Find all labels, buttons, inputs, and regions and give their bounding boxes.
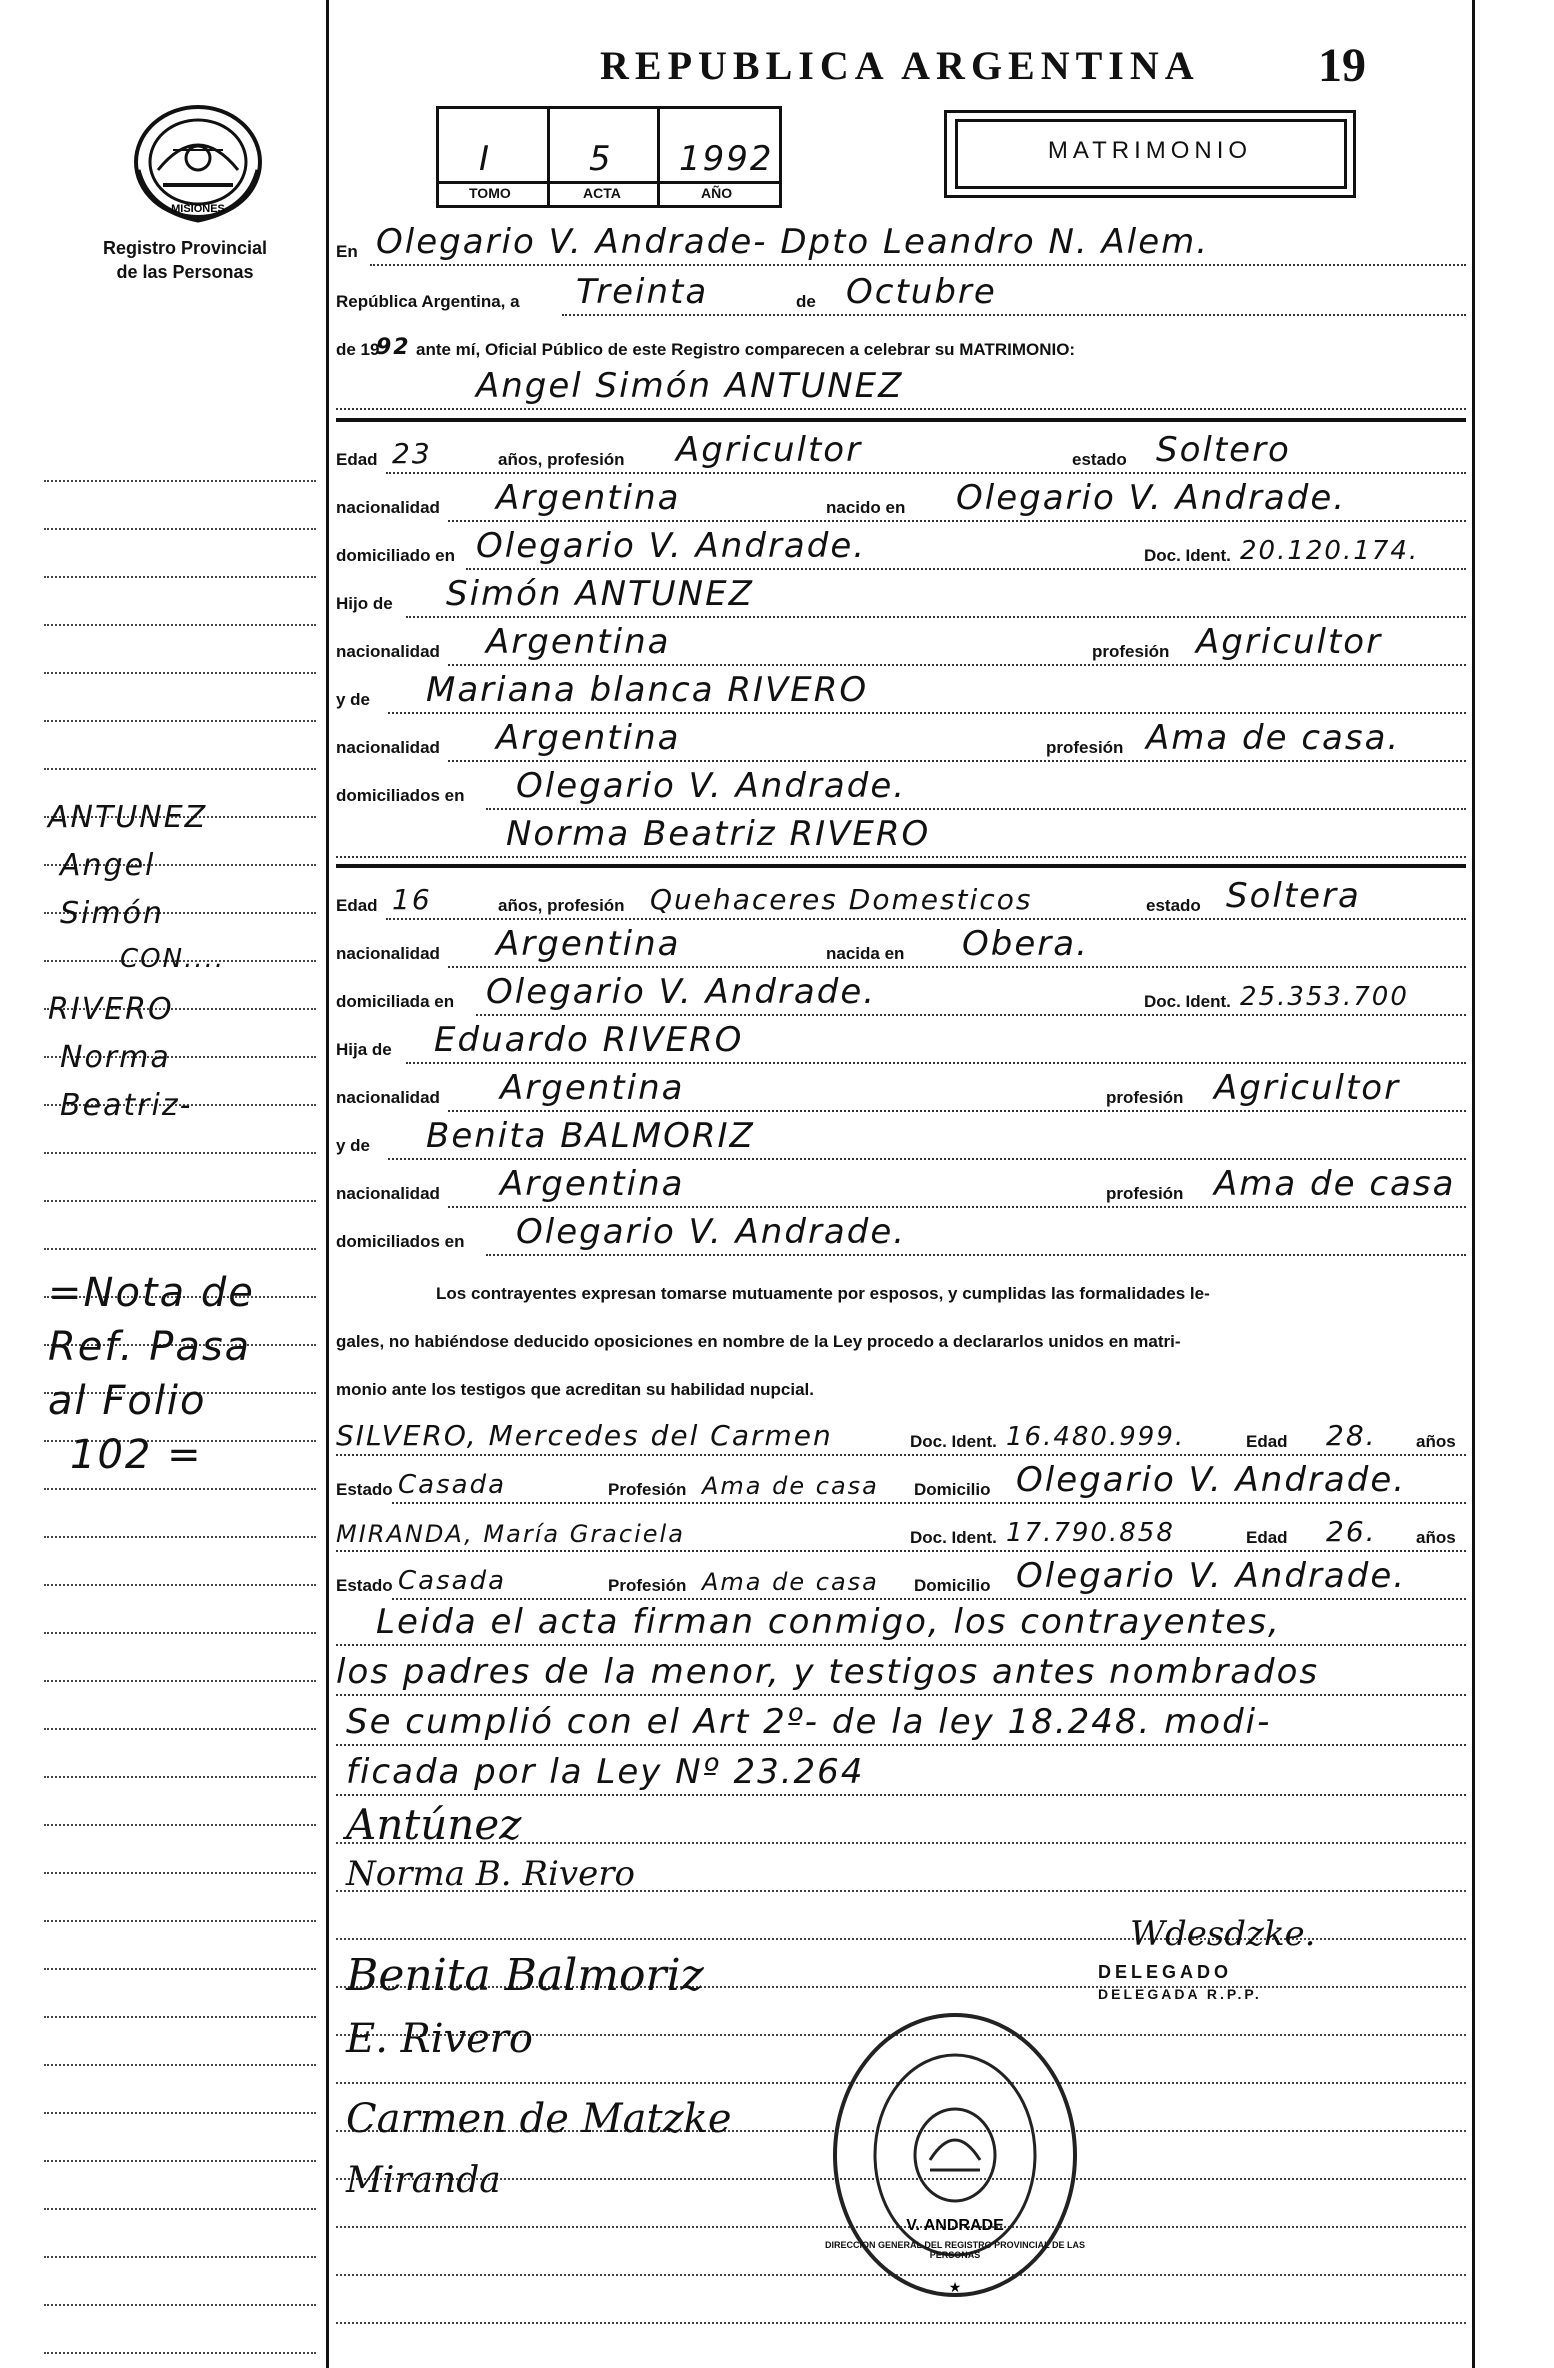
signature-father: E. Rivero <box>346 2016 534 2062</box>
margin-note-1: =Nota de <box>48 1270 255 1316</box>
bride-profession: Quehaceres Domesticos <box>650 883 1033 916</box>
groom-father-nationality: Argentina <box>486 622 671 662</box>
witness-2-name: MIRANDA, María Graciela <box>336 1520 685 1548</box>
seal-place: V. ANDRADE <box>906 2217 1004 2234</box>
bride-father-nationality: Argentina <box>500 1068 685 1108</box>
profesion-label: profesión <box>1046 738 1124 757</box>
witness-1-name: SILVERO, Mercedes del Carmen <box>336 1419 833 1452</box>
estado-label: estado <box>1072 450 1127 469</box>
domiciliada-label: domiciliada en <box>336 992 455 1011</box>
groom-mother-profession: Ama de casa. <box>1146 718 1401 758</box>
tomo-value: I <box>479 139 492 179</box>
left-column-rule <box>326 0 329 2368</box>
official-signature: Wdesdzke. <box>1130 1914 1316 1954</box>
margin-line-2: Angel <box>60 848 156 883</box>
witness-domicilio-label: Domicilio <box>914 1480 991 1499</box>
ano-label: AÑO <box>701 185 733 201</box>
witness-1-domicile: Olegario V. Andrade. <box>1016 1460 1407 1500</box>
anos-profesion-label: años, profesión <box>498 450 625 469</box>
bride-birthplace: Obera. <box>962 924 1089 964</box>
groom-age: 23 <box>392 437 432 470</box>
witness-domicilio-label: Domicilio <box>914 1576 991 1595</box>
witness-anos-label: años <box>1416 1528 1456 1547</box>
groom-mother: Mariana blanca RIVERO <box>426 670 869 710</box>
ano-value: 1992 <box>679 139 774 179</box>
witness-2-domicile: Olegario V. Andrade. <box>1016 1556 1407 1596</box>
signature-groom: Antúnez <box>346 1800 522 1849</box>
witness-1-age: 28. <box>1326 1419 1377 1452</box>
official-title-2: DELEGADA R.P.P. <box>1098 1986 1262 2002</box>
year-prefix: de 19 <box>336 340 380 359</box>
ceremony-place: Olegario V. Andrade- Dpto Leandro N. Alem. <box>376 222 1210 262</box>
witness-edad-label: Edad <box>1246 1528 1288 1547</box>
svg-text:★: ★ <box>948 2279 962 2295</box>
groom-father: Simón ANTUNEZ <box>446 574 754 614</box>
witness-1-profession: Ama de casa <box>702 1472 879 1500</box>
y-de-label: y de <box>336 1136 371 1155</box>
estado-label: estado <box>1146 896 1201 915</box>
witness-2-profession: Ama de casa <box>702 1568 879 1596</box>
edad-label: Edad <box>336 450 378 469</box>
profesion-label: profesión <box>1106 1088 1184 1107</box>
hijo-label: Hijo de <box>336 594 393 613</box>
witness-doc-label: Doc. Ident. <box>910 1432 997 1451</box>
witness-edad-label: Edad <box>1246 1432 1288 1451</box>
nacionalidad-label: nacionalidad <box>336 498 440 517</box>
profesion-label: profesión <box>1092 642 1170 661</box>
domiciliado-label: domiciliado en <box>336 546 456 565</box>
margin-line-6: Norma <box>60 1040 171 1075</box>
anos-profesion-label: años, profesión <box>498 896 625 915</box>
witness-profesion-label: Profesión <box>608 1576 687 1595</box>
groom-father-profession: Agricultor <box>1196 622 1383 662</box>
margin-line-3: Simón <box>60 896 164 931</box>
domiciliados-label: domiciliados en <box>336 786 465 805</box>
hija-label: Hija de <box>336 1040 392 1059</box>
ceremony-day: Treinta <box>576 272 709 312</box>
declaration-line-2: gales, no habiéndose deducido oposiciones en nombre de la Ley procedo a declararlos unidos en matri- <box>336 1332 1181 1351</box>
bride-nationality: Argentina <box>496 924 681 964</box>
en-label: En <box>336 242 358 261</box>
margin-note-2: Ref. Pasa <box>48 1324 252 1370</box>
provincial-emblem-icon <box>118 100 278 230</box>
groom-domicile: Olegario V. Andrade. <box>476 526 867 566</box>
bride-mother: Benita BALMORIZ <box>426 1116 755 1156</box>
tomo-label: TOMO <box>469 185 511 201</box>
witness-profesion-label: Profesión <box>608 1480 687 1499</box>
seal-text: DIRECCION GENERAL DEL REGISTRO PROVINCIAL DE LAS PERSONAS <box>824 2240 1086 2260</box>
groom-mother-nationality: Argentina <box>496 718 681 758</box>
groom-profession: Agricultor <box>676 430 863 470</box>
signature-witness-2: Miranda <box>346 2160 501 2201</box>
witness-2-doc: 17.790.858 <box>1006 1518 1175 1548</box>
nacionalidad-label: nacionalidad <box>336 944 440 963</box>
bride-mother-profession: Ama de casa <box>1214 1164 1456 1204</box>
witness-2-age: 26. <box>1326 1515 1377 1548</box>
country-title: REPUBLICA ARGENTINA <box>600 43 1200 88</box>
closing-note-4: ficada por la Ley Nº 23.264 <box>346 1752 865 1792</box>
signature-witness-1: Carmen de Matzke <box>346 2096 732 2142</box>
record-type-box <box>944 110 1356 198</box>
margin-line-7: Beatriz- <box>60 1088 193 1123</box>
right-edge-rule <box>1472 0 1475 2368</box>
nacida-label: nacida en <box>826 944 905 963</box>
nacionalidad-label: nacionalidad <box>336 642 440 661</box>
ceremony-month: Octubre <box>846 272 997 312</box>
tomo-acta-ano-box <box>436 106 782 208</box>
bride-mother-nationality: Argentina <box>500 1164 685 1204</box>
declaration-line-1: Los contrayentes expresan tomarse mutuamente por esposos, y cumplidas las formalidades le- <box>436 1284 1210 1303</box>
witness-estado-label: Estado <box>336 1480 393 1499</box>
bride-father: Eduardo RIVERO <box>434 1020 744 1060</box>
bride-doc: 25.353.700 <box>1240 982 1409 1012</box>
margin-note-4: 102 = <box>70 1432 203 1478</box>
registry-line-1: Registro Provincial <box>102 238 268 258</box>
witness-estado-label: Estado <box>336 1576 393 1595</box>
bride-estado: Soltera <box>1226 876 1361 916</box>
edad-label: Edad <box>336 896 378 915</box>
margin-note-3: al Folio <box>48 1378 207 1424</box>
witness-1-doc: 16.480.999. <box>1006 1422 1186 1452</box>
signature-mother: Benita Balmoriz <box>346 1950 704 2001</box>
groom-birthplace: Olegario V. Andrade. <box>956 478 1347 518</box>
witness-doc-label: Doc. Ident. <box>910 1528 997 1547</box>
groom-nationality: Argentina <box>496 478 681 518</box>
bride-parents-domicile: Olegario V. Andrade. <box>516 1212 907 1252</box>
de-label: de <box>796 292 816 311</box>
domiciliados-label: domiciliados en <box>336 1232 465 1251</box>
closing-note-1: Leida el acta firman conmigo, los contrayentes, <box>376 1602 1281 1642</box>
y-de-label: y de <box>336 690 371 709</box>
bride-doc-label: Doc. Ident. <box>1144 992 1231 1011</box>
declaration-line-3: monio ante los testigos que acreditan su habilidad nupcial. <box>336 1380 814 1399</box>
bride-name: Norma Beatriz RIVERO <box>506 814 931 854</box>
witness-1-estado: Casada <box>398 1470 507 1500</box>
republica-label: República Argentina, a <box>336 292 520 311</box>
groom-doc-label: Doc. Ident. <box>1144 546 1231 565</box>
registry-line-2: de las Personas <box>116 262 254 282</box>
groom-estado: Soltero <box>1156 430 1291 470</box>
nacido-label: nacido en <box>826 498 906 517</box>
signature-bride: Norma B. Rivero <box>346 1854 635 1894</box>
witness-2-estado: Casada <box>398 1566 507 1596</box>
margin-line-5: RIVERO <box>48 992 174 1027</box>
groom-name: Angel Simón ANTUNEZ <box>476 366 904 406</box>
official-title-1: DELEGADO <box>1098 1962 1233 1982</box>
bride-father-profession: Agricultor <box>1214 1068 1401 1108</box>
appear-text: ante mí, Oficial Público de este Registro comparecen a celebrar su MATRIMONIO: <box>416 340 1076 359</box>
record-type-label: MATRIMONIO <box>1047 137 1253 164</box>
bride-domicile: Olegario V. Andrade. <box>486 972 877 1012</box>
nacionalidad-label: nacionalidad <box>336 1088 440 1107</box>
acta-label: ACTA <box>583 185 621 201</box>
year-suffix: 92 <box>376 335 411 360</box>
margin-line-1: ANTUNEZ <box>48 800 208 835</box>
groom-parents-domicile: Olegario V. Andrade. <box>516 766 907 806</box>
emblem-label: MISIONES <box>171 203 225 215</box>
nacionalidad-label: nacionalidad <box>336 738 440 757</box>
nacionalidad-label: nacionalidad <box>336 1184 440 1203</box>
closing-note-3: Se cumplió con el Art 2º- de la ley 18.248. modi- <box>346 1702 1272 1742</box>
groom-doc: 20.120.174. <box>1240 536 1420 566</box>
page-number: 19 <box>1318 39 1366 92</box>
closing-note-2: los padres de la menor, y testigos antes nombrados <box>336 1652 1320 1692</box>
witness-anos-label: años <box>1416 1432 1456 1451</box>
acta-value: 5 <box>589 139 613 179</box>
bride-age: 16 <box>392 883 432 916</box>
margin-line-4: CON.... <box>120 944 226 974</box>
profesion-label: profesión <box>1106 1184 1184 1203</box>
